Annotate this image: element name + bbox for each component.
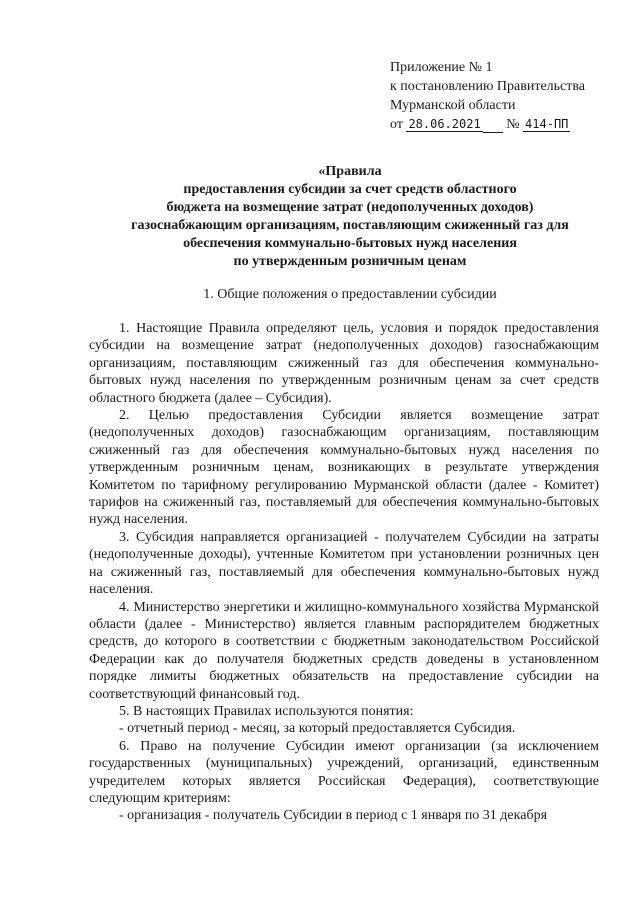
paragraph-6: 6. Право на получение Субсидии имеют организации (за исключением государственных (муниципальных) учреждений, организаций, единственным учредителем которых является Российская Федерация), соответствующие следующим критериям: <box>89 738 599 806</box>
title-line-1: «Правила <box>318 164 382 179</box>
paragraph-2: 2. Целью предоставления Субсидии является возмещение затрат (недополученных доходов) газоснабжающим организациям, поставляющим сжиженный газ для обеспечения коммунально-бытовых нужд населения по утвержденным розничным ценам, возникающих в результате утверждения Комитетом по тарифному регулированию Мурманской области (далее - Комитет) тарифов на сжиженный газ, поставляемый для обеспечения коммунально-бытовых нужд населения. <box>89 408 599 528</box>
attachment-block <box>390 58 585 134</box>
title-line-6: по утвержденным розничным ценам <box>233 254 467 269</box>
title-line-5: обеспечения коммунально-бытовых нужд населения <box>183 236 517 251</box>
number-label: № <box>506 117 520 132</box>
title-line-2: предоставления субсидии за счет средств областного <box>183 182 517 197</box>
document-body <box>89 320 599 825</box>
document-title <box>80 163 620 271</box>
date-underline <box>483 117 503 133</box>
paragraph-5: 5. В настоящих Правилах используются понятия: <box>119 703 414 719</box>
decree-date: 28.06.2021 <box>408 117 481 131</box>
attachment-line-2: к постановлению Правительства <box>390 79 586 94</box>
decree-number: 414-ПП <box>525 117 569 131</box>
paragraph-3: 3. Субсидия направляется организацией - получателем Субсидии на затраты (недополученные доходы), учтенные Комитетом при установлении розничных цен на сжиженный газ, поставляемый для обеспечения коммунально-бытовых нужд населения. <box>89 529 599 598</box>
paragraph-5-definition: - отчетный период - месяц, за который предоставляется Субсидия. <box>119 721 516 737</box>
from-label: от <box>390 117 403 132</box>
attachment-line-3: Мурманской области <box>390 98 516 113</box>
paragraph-1: 1. Настоящие Правила определяют цель, условия и порядок предоставления субсидии на возмещение затрат (недополученных доходов) газоснабжающим организациям, поставляющим сжиженный газ для обеспечения коммунально-бытовых нужд населения по утвержденным розничным ценам за счет средств областного бюджета (далее – Субсидия). <box>89 321 599 406</box>
paragraph-4: 4. Министерство энергетики и жилищно-коммунального хозяйства Мурманской области (далее - Министерство) является главным распорядителем бюджетных средств, до которого в соответствии с бюджетным законодательством Российской Федерации как до получателя бюджетных средств доведены в установленном порядке лимиты бюджетных обязательств на предоставление субсидии на соответствующий финансовый год. <box>89 599 599 702</box>
section-heading: 1. Общие положения о предоставлении субсидии <box>203 287 497 302</box>
attachment-date-line <box>390 115 585 134</box>
title-line-3: бюджета на возмещение затрат (недополученных доходов) <box>166 200 534 215</box>
title-line-4: газоснабжающим организациям, поставляющим сжиженный газ для <box>131 218 569 233</box>
paragraph-6-criterion: - организация - получатель Субсидии в период с 1 января по 31 декабря <box>119 808 548 824</box>
attachment-line-1: Приложение № 1 <box>390 60 493 75</box>
